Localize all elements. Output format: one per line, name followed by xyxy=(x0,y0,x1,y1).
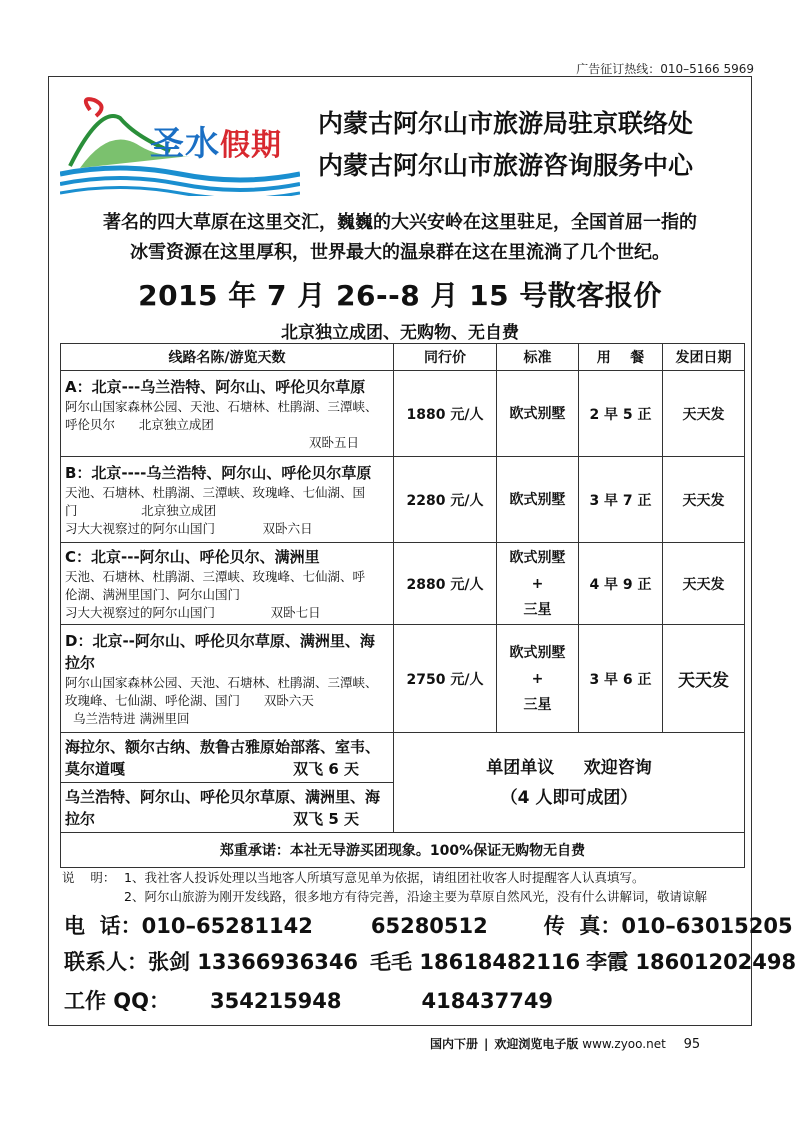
standard-line: 三星 xyxy=(523,696,552,713)
price-subtitle: 北京独立成团、无购物、无自费 xyxy=(281,323,519,343)
intro-line2: 冰雪资源在这里厚积，世界最大的温泉群在这在里流淌了几个世纪。 xyxy=(130,242,670,263)
route-desc: 天池、石塘林、杜鹃湖、三潭峡、玫瑰峰、七仙湖、呼 xyxy=(65,568,366,584)
price-table xyxy=(60,343,745,868)
route-duration: 双卧五日 xyxy=(308,434,359,450)
route-title: D：北京--阿尔山、呼伦贝尔草原、满洲里、海拉尔 xyxy=(65,631,375,672)
logo-name-blue: 圣水 xyxy=(150,124,220,164)
route-title: 海拉尔、额尔古纳、敖鲁古雅原始部落、室韦、莫尔道嘎 xyxy=(65,737,381,778)
route-desc: 阿尔山国家森林公园、天池、石塘林、杜鹃湖、三潭峡、 xyxy=(65,398,378,414)
group-consult-text: 单团单议 欢迎咨询 xyxy=(486,757,652,778)
price-headline: 2015 年 7 月 26--8 月 15 号散客报价 xyxy=(138,279,662,312)
footer-section: 国内下册 xyxy=(430,1037,479,1051)
route-cell xyxy=(61,625,394,733)
phone-number: 010–65281142 xyxy=(141,914,313,938)
departure-cell: 天天发 xyxy=(663,371,745,457)
route-desc: 伦湖、满洲里国门、阿尔山国门 xyxy=(65,586,241,602)
qq-line xyxy=(64,985,553,1015)
departure-cell: 天天发 xyxy=(663,457,745,543)
route-cell xyxy=(61,371,394,457)
footer-slogan: 欢迎浏览电子版 xyxy=(494,1037,579,1051)
qq-label: 工作 QQ： xyxy=(64,989,171,1013)
phone-number: 65280512 xyxy=(370,914,488,938)
promise-row xyxy=(61,833,745,868)
logo-name-red: 假期 xyxy=(220,128,282,163)
standard-line: + xyxy=(531,575,544,592)
standard-line: 三星 xyxy=(523,601,552,618)
header-price: 同行价 xyxy=(394,344,497,371)
departure-cell: 天天发 xyxy=(663,543,745,625)
logo-text xyxy=(150,116,282,165)
fax-label: 传 真： xyxy=(543,914,622,938)
notes-block xyxy=(62,868,752,906)
promise-text: 郑重承诺：本社无导游买团现象。100%保证无购物无自费 xyxy=(61,833,745,868)
contact-person: 毛毛 18618482116 xyxy=(370,950,581,974)
standard-cell xyxy=(497,371,579,457)
table-row xyxy=(61,457,745,543)
note-item: 1、我社客人投诉处理以当地客人所填写意见单为依据，请组团社收客人时提醒客人认真填写。 xyxy=(124,870,645,885)
route-cell xyxy=(61,457,394,543)
route-desc: 门 北京独立成团 xyxy=(65,502,217,518)
price-cell: 2280 元/人 xyxy=(394,457,497,543)
intro-line1: 著名的四大草原在这里交汇，巍巍的大兴安岭在这里驻足，全国首屈一指的 xyxy=(103,212,697,233)
route-desc: 阿尔山国家森林公园、天池、石塘林、杜鹃湖、三潭峡、 xyxy=(65,674,378,690)
standard-line: 欧式别墅 xyxy=(509,491,566,508)
route-cell xyxy=(61,733,394,783)
route-duration: 习大大视察过的阿尔山国门 双卧七日 xyxy=(65,604,321,620)
header-route: 线路名陈/游览天数 xyxy=(61,344,394,371)
qq-number: 418437749 xyxy=(421,989,554,1013)
route-desc: 天池、石塘林、杜鹃湖、三潭峡、玫瑰峰、七仙湖、国 xyxy=(65,484,366,500)
route-entry-exit: 乌兰浩特进 满洲里回 xyxy=(73,710,190,726)
route-title: 乌兰浩特、阿尔山、呼伦贝尔草原、满洲里、海拉尔 xyxy=(65,787,381,828)
standard-line: 欧式别墅 xyxy=(509,549,566,566)
qq-number: 354215948 xyxy=(210,989,342,1013)
price-cell: 1880 元/人 xyxy=(394,371,497,457)
standard-line: 欧式别墅 xyxy=(509,644,566,661)
route-duration: 习大大视察过的阿尔山国门 双卧六日 xyxy=(65,520,313,536)
phone-label: 电 话： xyxy=(64,914,142,938)
route-title: C：北京---阿尔山、呼伦贝尔、满洲里 xyxy=(65,547,320,566)
contact-persons-line xyxy=(64,946,796,976)
table-row xyxy=(61,371,745,457)
note-item: 2、阿尔山旅游为刚开发线路，很多地方有待完善，沿途主要为草原自然风光，没有什么讲解词，敬请谅解 xyxy=(124,889,707,904)
group-min-size: （4 人即可成团） xyxy=(500,787,638,808)
price-cell: 2750 元/人 xyxy=(394,625,497,733)
route-duration: 双飞 5 天 xyxy=(293,809,359,828)
meals-cell: 3 早 7 正 xyxy=(579,457,663,543)
route-duration: 双飞 6 天 xyxy=(293,759,359,778)
meals-cell: 4 早 9 正 xyxy=(579,543,663,625)
price-cell: 2880 元/人 xyxy=(394,543,497,625)
standard-line: 欧式别墅 xyxy=(509,405,566,422)
table-row xyxy=(61,543,745,625)
footer-site: www.zyoo.net xyxy=(582,1037,666,1051)
page-number: 95 xyxy=(683,1037,701,1052)
meals-cell: 2 早 5 正 xyxy=(579,371,663,457)
header-standard: 标准 xyxy=(497,344,579,371)
group-consult-cell xyxy=(394,733,745,833)
contact-person: 张剑 13366936346 xyxy=(148,950,359,974)
notes-label: 说 明： xyxy=(62,870,116,885)
route-cell xyxy=(61,783,394,833)
page-footer: 国内下册 | 欢迎浏览电子版 www.zyoo.net 95 xyxy=(430,1037,701,1052)
contact-label: 联系人： xyxy=(64,950,148,974)
standard-cell xyxy=(497,625,579,733)
standard-cell xyxy=(497,457,579,543)
route-title: B：北京----乌兰浩特、阿尔山、呼伦贝尔草原 xyxy=(65,463,372,482)
fax-number: 010–63015205 xyxy=(621,914,793,938)
standard-cell xyxy=(497,543,579,625)
org-title-line2: 内蒙古阿尔山市旅游咨询服务中心 xyxy=(318,151,694,180)
route-title: A：北京---乌兰浩特、阿尔山、呼伦贝尔草原 xyxy=(65,377,366,396)
contact-person: 李霞 18601202498 xyxy=(586,950,797,974)
org-title-line1: 内蒙古阿尔山市旅游局驻京联络处 xyxy=(318,109,694,138)
table-row xyxy=(61,733,745,783)
route-desc: 玫瑰峰、七仙湖、呼伦湖、国门 双卧六天 xyxy=(65,692,314,708)
ad-hotline: 广告征订热线：010–5166 5969 xyxy=(576,62,754,76)
route-cell xyxy=(61,543,394,625)
standard-line: + xyxy=(531,670,544,687)
departure-cell: 天天发 xyxy=(663,625,745,733)
route-desc: 呼伦贝尔 北京独立成团 xyxy=(65,416,214,432)
phone-line xyxy=(64,910,793,940)
meals-cell: 3 早 6 正 xyxy=(579,625,663,733)
table-row xyxy=(61,625,745,733)
header-departure: 发团日期 xyxy=(663,344,745,371)
table-header-row xyxy=(61,344,745,371)
header-meals: 用 餐 xyxy=(579,344,663,371)
